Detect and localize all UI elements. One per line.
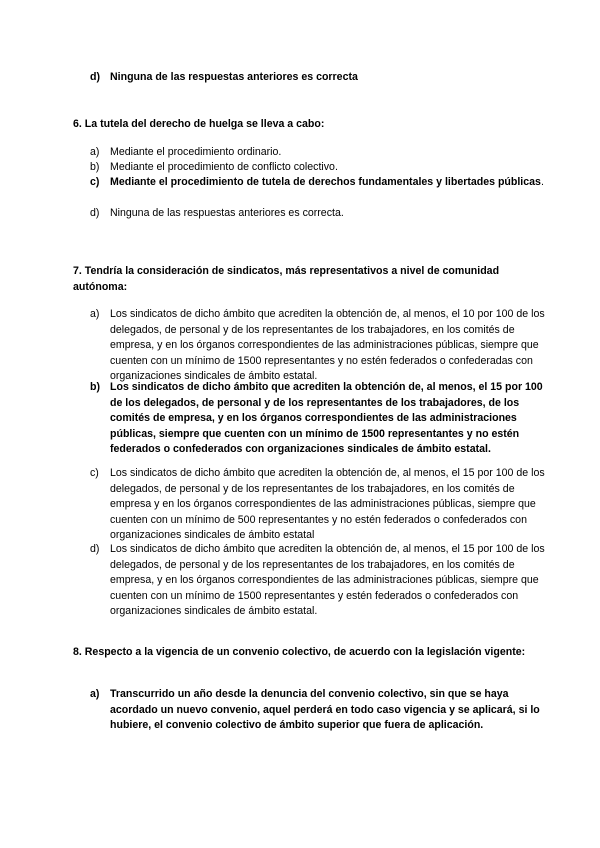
- option-text: Mediante el procedimiento de tutela de derechos fundamentales y libertades públicas: [110, 176, 541, 188]
- option-letter: a): [90, 688, 100, 700]
- option-text: Mediante el procedimiento ordinario.: [110, 146, 282, 158]
- option-letter: c): [90, 176, 100, 188]
- question-6-option-c: [90, 175, 545, 191]
- question-8-title: 8. Respecto a la vigencia de un convenio colectivo, de acuerdo con la legislación vigente:: [73, 646, 526, 658]
- option-text: Los sindicatos de dicho ámbito que acrediten la obtención de, al menos, el 10 por 100 de los delegados, de personal y de los representantes de los trabajadores, en los comités de empresa, y en los órganos correspondientes de las administraciones públicas, siempre que cuenten con un mínimo de 1500 representantes y no estén federados o confederadas con organizaciones sindicales de ámbito estatal.: [110, 308, 545, 382]
- option-text: Los sindicatos de dicho ámbito que acrediten la obtención de, al menos, el 15 por 100 de los delegados, de personal y de los representantes de los trabajadores, de los comités de empresa, y en los órganos correspondientes de las administraciones públicas, siempre que cuenten con un mínimo de 1500 representantes y no estén federados o confederados con organizaciones sindicales de ámbito estatal.: [110, 381, 543, 455]
- option-letter: d): [90, 207, 100, 219]
- question-7-option-a: [90, 307, 545, 385]
- option-text: Ninguna de las respuestas anteriores es correcta.: [110, 207, 344, 219]
- option-text: Ninguna de las respuestas anteriores es correcta: [110, 71, 358, 83]
- option-text-period: .: [540, 176, 544, 188]
- option-text: Mediante el procedimiento de conflicto colectivo.: [110, 161, 338, 173]
- option-letter: b): [90, 381, 100, 393]
- question-6-title: 6. La tutela del derecho de huelga se lleva a cabo:: [73, 118, 325, 130]
- question-6-option-d: [90, 206, 545, 222]
- option-letter: b): [90, 161, 100, 173]
- option-text: Transcurrido un año desde la denuncia del convenio colectivo, sin que se haya acordado un nuevo convenio, aquel perderá en todo caso vigencia y se aplicará, si lo hubiere, el convenio colectivo de ámbito superior que fuera de aplicación.: [110, 688, 540, 731]
- option-text: Los sindicatos de dicho ámbito que acrediten la obtención de, al menos, el 15 por 100 de los delegados, de personal y de los representantes de los trabajadores, en los comités de empresa y en los órganos correspondientes de las administraciones públicas, siempre que cuenten con un mínimo de 500 representantes y no estén federados o confederados con organizaciones sindicales de ámbito estatal: [110, 467, 545, 541]
- option-text: Los sindicatos de dicho ámbito que acrediten la obtención de, al menos, el 15 por 100 de los delegados, de personal y de los representantes de los trabajadores, en los comités de empresa, y en los órganos correspondientes de las administraciones públicas, siempre que cuenten con un mínimo de 1500 representantes y estén federados o confederados con organizaciones sindicales de ámbito estatal.: [110, 543, 545, 617]
- option-letter: c): [90, 467, 99, 479]
- question-6-option-a: [90, 145, 545, 161]
- option-letter: a): [90, 308, 100, 320]
- question-7-option-d: [90, 542, 545, 620]
- prev-question-option-d: [90, 70, 545, 86]
- option-letter: d): [90, 543, 100, 555]
- question-7-option-c: [90, 466, 545, 544]
- question-7-option-b: [90, 380, 545, 458]
- question-6-option-b: [90, 160, 545, 176]
- question-8-option-a: [90, 687, 545, 734]
- question-7-title: 7. Tendría la consideración de sindicatos, más representativos a nivel de comunidad autónoma:: [73, 265, 500, 293]
- option-letter: d): [90, 71, 100, 83]
- option-letter: a): [90, 146, 100, 158]
